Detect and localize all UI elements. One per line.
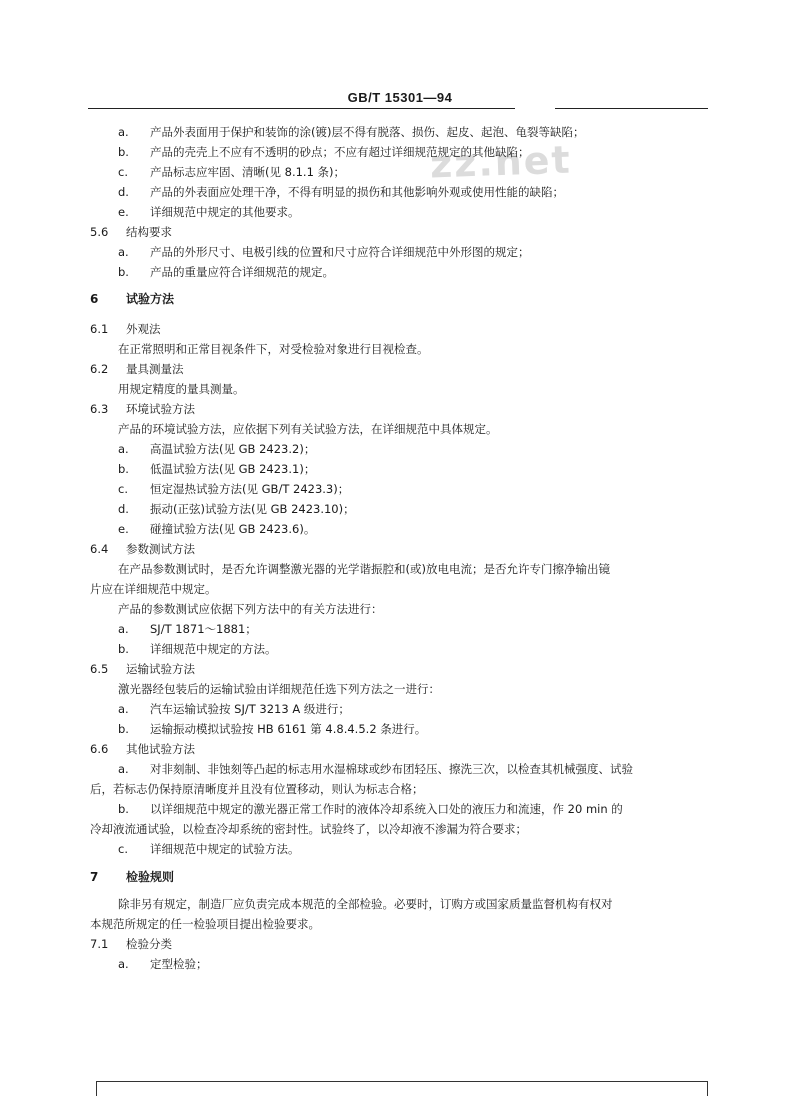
text-line	[118, 462, 315, 476]
line-marker: 7	[90, 870, 99, 884]
bottom-frame	[96, 1081, 708, 1096]
watermark: zz.net	[429, 137, 573, 187]
line-text: 在产品参数测试时，是否允许调整激光器的光学谐振腔和(或)放电电流；是否允许专门擦净输出镜	[118, 562, 610, 576]
text-line	[118, 762, 633, 776]
text-line	[90, 542, 195, 556]
text-line	[90, 662, 195, 676]
line-text: 量具测量法	[126, 362, 184, 376]
text-line	[118, 502, 355, 516]
text-line	[118, 145, 530, 159]
text-line	[118, 422, 498, 436]
line-marker: a.	[118, 702, 129, 716]
text-line	[118, 342, 429, 356]
line-text: 外观法	[126, 322, 161, 336]
line-marker: c.	[118, 165, 128, 179]
line-marker: 6.2	[90, 362, 109, 376]
text-line	[118, 722, 426, 736]
line-marker: c.	[118, 842, 128, 856]
line-marker: a.	[118, 245, 129, 259]
line-text: 高温试验方法(见 GB 2423.2)；	[150, 442, 316, 456]
text-line	[90, 292, 174, 306]
line-text: 碰撞试验方法(见 GB 2423.6)。	[150, 522, 316, 536]
text-line	[90, 870, 174, 884]
standard-code-header: GB/T 15301—94	[347, 90, 453, 105]
text-line	[118, 897, 613, 911]
line-marker: a.	[118, 442, 129, 456]
line-text: SJ/T 1871～1881；	[150, 622, 257, 636]
text-line	[90, 917, 320, 931]
text-line	[118, 205, 300, 219]
text-line	[90, 742, 195, 756]
line-text: 产品的重量应符合详细规范的规定。	[150, 265, 334, 279]
text-line	[118, 682, 440, 696]
line-text: 以详细规范中规定的激光器正常工作时的液体冷却系统入口处的液压力和流速，作 20 min 的	[150, 802, 623, 816]
line-text: 后，若标志仍保持原清晰度并且没有位置移动，则认为标志合格；	[90, 782, 424, 796]
line-marker: b.	[118, 642, 129, 656]
text-line	[118, 642, 277, 656]
line-text: 片应在详细规范中规定。	[90, 582, 217, 596]
line-text: 环境试验方法	[126, 402, 195, 416]
line-text: 恒定湿热试验方法(见 GB/T 2423.3)；	[150, 482, 350, 496]
line-text: 产品外表面用于保护和装饰的涂(镀)层不得有脱落、损伤、起皮、起泡、龟裂等缺陷；	[150, 125, 585, 139]
header-rule	[88, 108, 708, 109]
line-text: 低温试验方法(见 GB 2423.1)；	[150, 462, 316, 476]
line-text: 本规范所规定的任一检验项目提出检验要求。	[90, 917, 320, 931]
text-line	[118, 482, 349, 496]
text-line	[118, 802, 623, 816]
line-text: 运输试验方法	[126, 662, 195, 676]
text-line	[118, 265, 334, 279]
text-line	[118, 125, 584, 139]
text-line	[90, 582, 217, 596]
text-line	[118, 622, 257, 636]
line-text: 详细规范中规定的其他要求。	[150, 205, 300, 219]
text-line	[118, 957, 208, 971]
line-text: 详细规范中规定的方法。	[150, 642, 277, 656]
line-marker: b.	[118, 722, 129, 736]
line-marker: e.	[118, 205, 129, 219]
text-line	[118, 165, 345, 179]
text-line	[90, 937, 172, 951]
line-marker: d.	[118, 502, 129, 516]
line-text: 冷却液流通试验，以检查冷却系统的密封性。试验终了，以冷却液不渗漏为符合要求；	[90, 822, 527, 836]
text-line	[118, 842, 300, 856]
line-text: 试验方法	[126, 292, 175, 306]
text-line	[118, 185, 564, 199]
line-marker: b.	[118, 462, 129, 476]
text-line	[118, 442, 315, 456]
line-text: 参数测试方法	[126, 542, 195, 556]
line-text: 汽车运输试验按 SJ/T 3213 A 级进行；	[150, 702, 350, 716]
header-rule-break	[515, 106, 555, 110]
text-line	[90, 402, 195, 416]
line-text: 结构要求	[126, 225, 172, 239]
line-text: 在正常照明和正常目视条件下，对受检验对象进行目视检查。	[118, 342, 429, 356]
line-text: 其他试验方法	[126, 742, 195, 756]
line-text: 用规定精度的量具测量。	[118, 382, 245, 396]
line-marker: a.	[118, 762, 129, 776]
line-marker: 6.1	[90, 322, 109, 336]
line-text: 产品的壳壳上不应有不透明的砂点；不应有超过详细规范规定的其他缺陷；	[150, 145, 530, 159]
line-text: 振动(正弦)试验方法(见 GB 2423.10)；	[150, 502, 355, 516]
line-text: 运输振动模拟试验按 HB 6161 第 4.8.4.5.2 条进行。	[150, 722, 427, 736]
text-line	[118, 382, 245, 396]
line-marker: b.	[118, 802, 129, 816]
line-marker: 7.1	[90, 937, 109, 951]
line-marker: b.	[118, 145, 129, 159]
text-line	[90, 782, 424, 796]
line-text: 检验规则	[126, 870, 175, 884]
line-marker: 6	[90, 292, 99, 306]
line-text: 激光器经包装后的运输试验由详细规范任选下列方法之一进行：	[118, 682, 440, 696]
text-line	[118, 702, 350, 716]
line-marker: 6.6	[90, 742, 109, 756]
line-text: 产品的环境试验方法，应依据下列有关试验方法，在详细规范中具体规定。	[118, 422, 498, 436]
line-marker: c.	[118, 482, 128, 496]
line-text: 产品的参数测试应依据下列方法中的有关方法进行：	[118, 602, 383, 616]
line-marker: a.	[118, 957, 129, 971]
line-text: 对非刻制、非蚀刻等凸起的标志用水湿棉球或纱布团轻压、擦洗三次，以检查其机械强度、试验	[150, 762, 633, 776]
text-line	[118, 245, 530, 259]
text-line	[90, 822, 527, 836]
line-marker: d.	[118, 185, 129, 199]
line-text: 定型检验；	[150, 957, 208, 971]
line-text: 除非另有规定，制造厂应负责完成本规范的全部检验。必要时，订购方或国家质量监督机构有权对	[118, 897, 613, 911]
text-line	[90, 225, 172, 239]
line-text: 详细规范中规定的试验方法。	[150, 842, 300, 856]
line-marker: a.	[118, 125, 129, 139]
line-text: 产品的外形尺寸、电极引线的位置和尺寸应符合详细规范中外形图的规定；	[150, 245, 530, 259]
text-line	[118, 562, 610, 576]
line-text: 产品的外表面应处理干净，不得有明显的损伤和其他影响外观或使用性能的缺陷；	[150, 185, 564, 199]
line-text: 检验分类	[126, 937, 172, 951]
line-marker: e.	[118, 522, 129, 536]
line-marker: 5.6	[90, 225, 109, 239]
text-line	[90, 362, 184, 376]
line-text: 产品标志应牢固、清晰(见 8.1.1 条)；	[150, 165, 346, 179]
text-line	[118, 602, 383, 616]
line-marker: a.	[118, 622, 129, 636]
text-line	[90, 322, 161, 336]
line-marker: b.	[118, 265, 129, 279]
line-marker: 6.3	[90, 402, 109, 416]
line-marker: 6.5	[90, 662, 109, 676]
line-marker: 6.4	[90, 542, 109, 556]
text-line	[118, 522, 315, 536]
